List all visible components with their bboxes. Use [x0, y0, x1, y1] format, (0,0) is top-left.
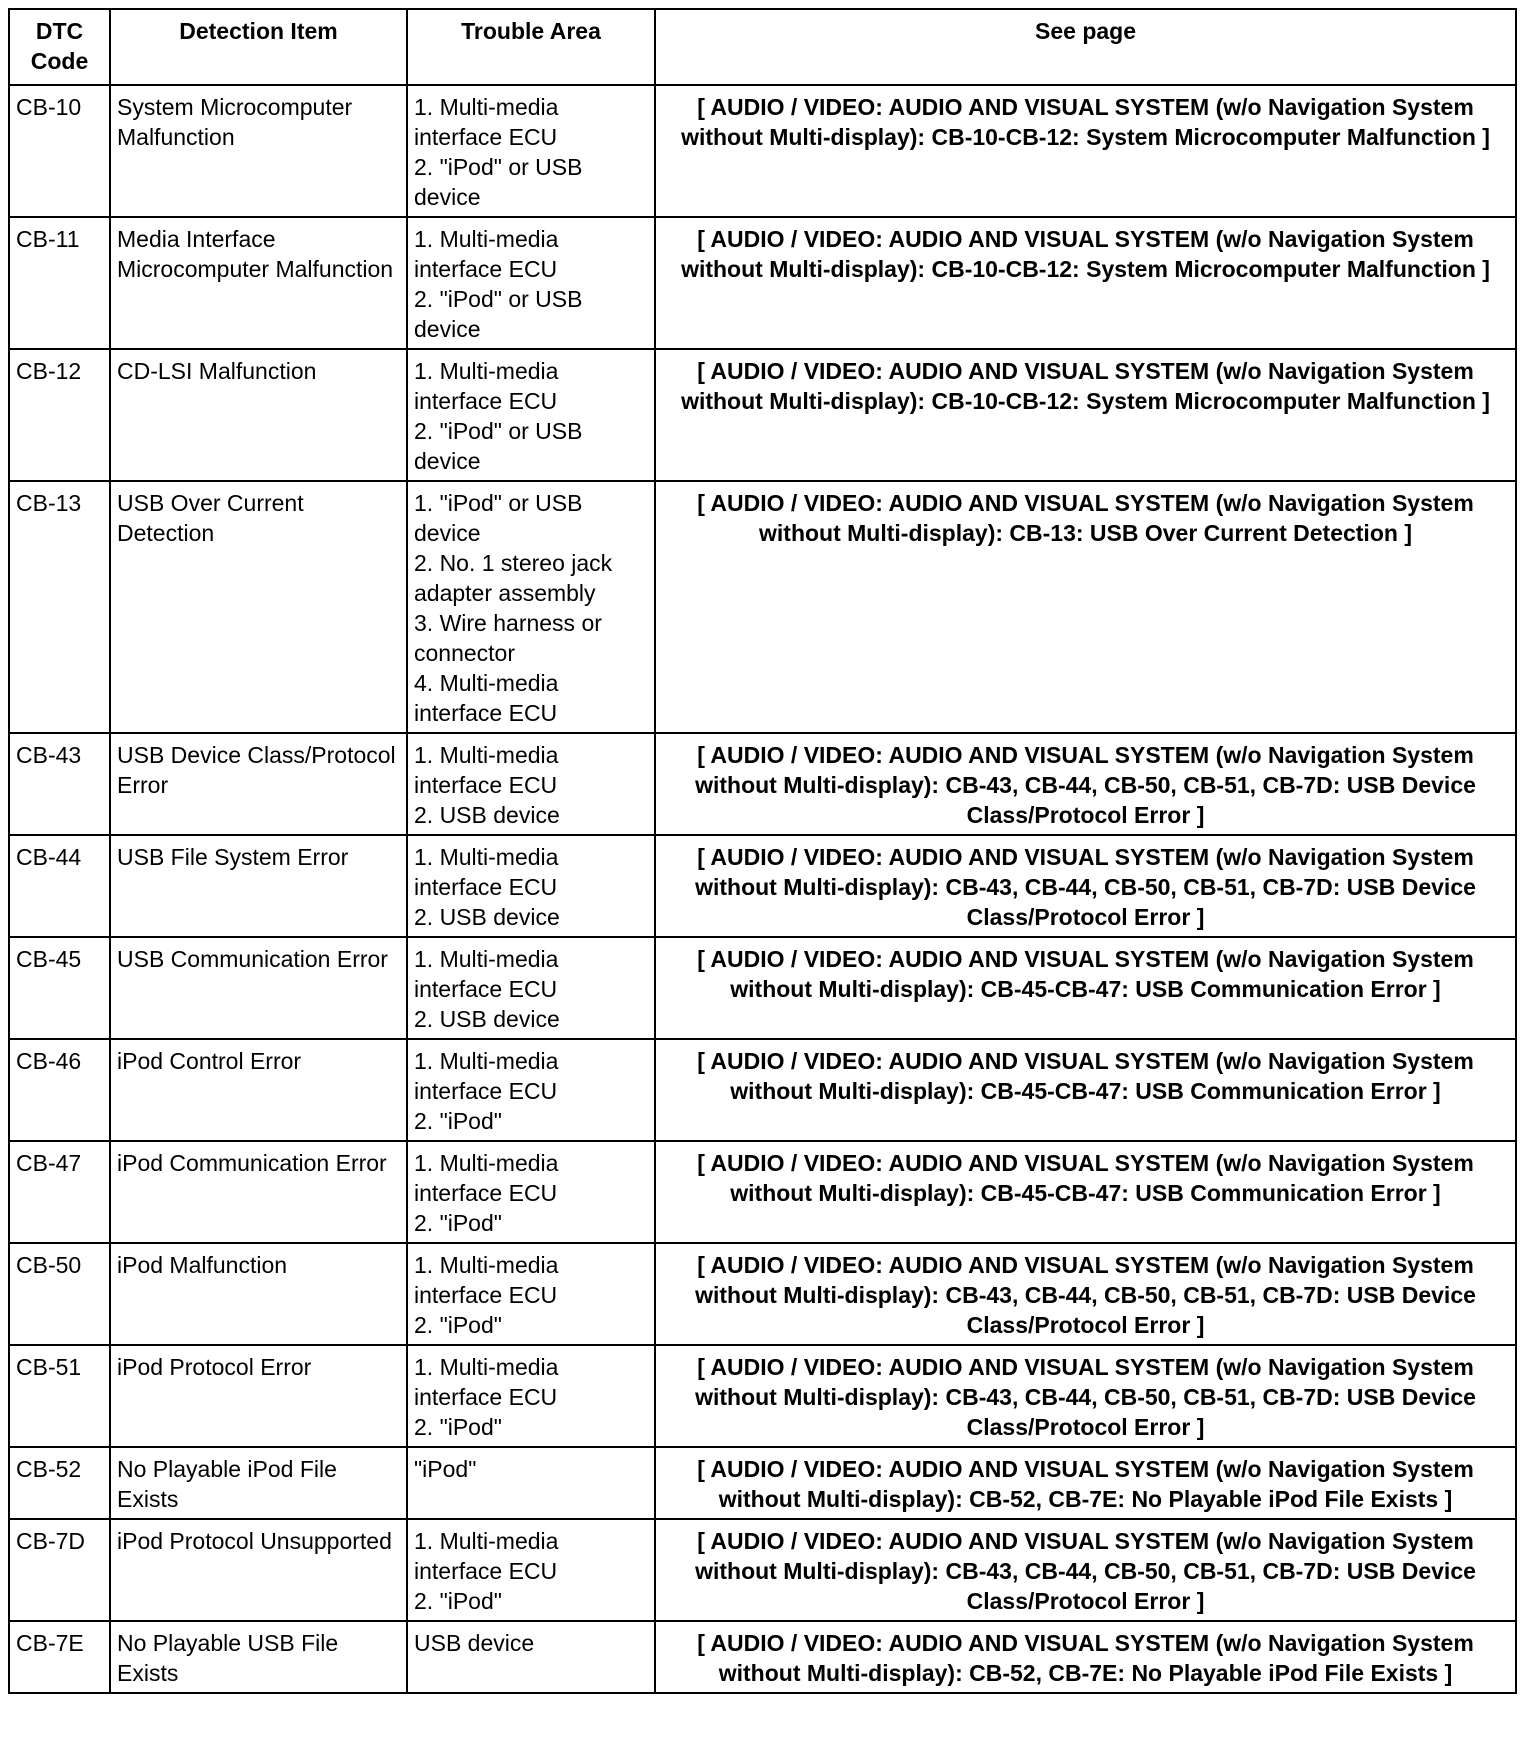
table-row	[9, 1345, 1516, 1447]
cell-dtc-code: CB-7E	[9, 1621, 110, 1693]
cell-dtc-code: CB-47	[9, 1141, 110, 1243]
table-row	[9, 1519, 1516, 1621]
cell-dtc-code: CB-10	[9, 85, 110, 217]
cell-trouble-area: 1. Multi-media interface ECU 2. USB device	[407, 835, 655, 937]
cell-see-page-link[interactable]: [ AUDIO / VIDEO: AUDIO AND VISUAL SYSTEM (w/o Navigation System without Multi-display): CB-45-CB-47: USB Communication Error ]	[655, 1039, 1516, 1141]
cell-see-page-link[interactable]: [ AUDIO / VIDEO: AUDIO AND VISUAL SYSTEM (w/o Navigation System without Multi-display): CB-45-CB-47: USB Communication Error ]	[655, 937, 1516, 1039]
cell-see-page-link[interactable]: [ AUDIO / VIDEO: AUDIO AND VISUAL SYSTEM (w/o Navigation System without Multi-display): CB-43, CB-44, CB-50, CB-51, CB-7D: USB Device Class/Protocol Error ]	[655, 1345, 1516, 1447]
cell-see-page-link[interactable]: [ AUDIO / VIDEO: AUDIO AND VISUAL SYSTEM (w/o Navigation System without Multi-display): CB-43, CB-44, CB-50, CB-51, CB-7D: USB Device Class/Protocol Error ]	[655, 733, 1516, 835]
cell-trouble-area: 1. "iPod" or USB device 2. No. 1 stereo jack adapter assembly 3. Wire harness or connector 4. Multi-media interface ECU	[407, 481, 655, 733]
table-body	[9, 85, 1516, 1693]
cell-trouble-area: 1. Multi-media interface ECU 2. "iPod"	[407, 1039, 655, 1141]
cell-trouble-area: 1. Multi-media interface ECU 2. "iPod" or USB device	[407, 85, 655, 217]
cell-see-page-link[interactable]: [ AUDIO / VIDEO: AUDIO AND VISUAL SYSTEM (w/o Navigation System without Multi-display): CB-43, CB-44, CB-50, CB-51, CB-7D: USB Device Class/Protocol Error ]	[655, 1243, 1516, 1345]
cell-trouble-area: 1. Multi-media interface ECU 2. USB device	[407, 733, 655, 835]
cell-trouble-area: 1. Multi-media interface ECU 2. "iPod"	[407, 1345, 655, 1447]
cell-detection-item: iPod Control Error	[110, 1039, 407, 1141]
cell-dtc-code: CB-52	[9, 1447, 110, 1519]
cell-see-page-link[interactable]: [ AUDIO / VIDEO: AUDIO AND VISUAL SYSTEM (w/o Navigation System without Multi-display): CB-45-CB-47: USB Communication Error ]	[655, 1141, 1516, 1243]
cell-detection-item: CD-LSI Malfunction	[110, 349, 407, 481]
cell-detection-item: USB Communication Error	[110, 937, 407, 1039]
cell-trouble-area: "iPod"	[407, 1447, 655, 1519]
header-see-page: See page	[655, 9, 1516, 85]
cell-trouble-area: 1. Multi-media interface ECU 2. "iPod" or USB device	[407, 217, 655, 349]
cell-detection-item: USB File System Error	[110, 835, 407, 937]
cell-dtc-code: CB-44	[9, 835, 110, 937]
cell-dtc-code: CB-43	[9, 733, 110, 835]
table-row	[9, 733, 1516, 835]
cell-trouble-area: 1. Multi-media interface ECU 2. "iPod"	[407, 1141, 655, 1243]
header-dtc-code: DTC Code	[9, 9, 110, 85]
cell-detection-item: No Playable iPod File Exists	[110, 1447, 407, 1519]
cell-dtc-code: CB-51	[9, 1345, 110, 1447]
cell-see-page-link[interactable]: [ AUDIO / VIDEO: AUDIO AND VISUAL SYSTEM (w/o Navigation System without Multi-display): CB-13: USB Over Current Detection ]	[655, 481, 1516, 733]
cell-dtc-code: CB-50	[9, 1243, 110, 1345]
cell-detection-item: Media Interface Microcomputer Malfunction	[110, 217, 407, 349]
cell-dtc-code: CB-12	[9, 349, 110, 481]
cell-dtc-code: CB-7D	[9, 1519, 110, 1621]
cell-trouble-area: 1. Multi-media interface ECU 2. USB device	[407, 937, 655, 1039]
cell-detection-item: USB Device Class/Protocol Error	[110, 733, 407, 835]
cell-see-page-link[interactable]: [ AUDIO / VIDEO: AUDIO AND VISUAL SYSTEM (w/o Navigation System without Multi-display): CB-43, CB-44, CB-50, CB-51, CB-7D: USB Device Class/Protocol Error ]	[655, 835, 1516, 937]
table-row	[9, 481, 1516, 733]
cell-detection-item: iPod Communication Error	[110, 1141, 407, 1243]
table-row	[9, 1141, 1516, 1243]
table-row	[9, 937, 1516, 1039]
table-row	[9, 217, 1516, 349]
cell-detection-item: iPod Protocol Error	[110, 1345, 407, 1447]
cell-detection-item: System Microcomputer Malfunction	[110, 85, 407, 217]
table-row	[9, 349, 1516, 481]
cell-dtc-code: CB-46	[9, 1039, 110, 1141]
cell-detection-item: USB Over Current Detection	[110, 481, 407, 733]
cell-see-page-link[interactable]: [ AUDIO / VIDEO: AUDIO AND VISUAL SYSTEM (w/o Navigation System without Multi-display): CB-52, CB-7E: No Playable iPod File Exists ]	[655, 1447, 1516, 1519]
table-row	[9, 1039, 1516, 1141]
table-row	[9, 1243, 1516, 1345]
cell-detection-item: iPod Malfunction	[110, 1243, 407, 1345]
cell-dtc-code: CB-11	[9, 217, 110, 349]
cell-see-page-link[interactable]: [ AUDIO / VIDEO: AUDIO AND VISUAL SYSTEM (w/o Navigation System without Multi-display): CB-10-CB-12: System Microcomputer Malfunction ]	[655, 85, 1516, 217]
table-header-row	[9, 9, 1516, 85]
cell-dtc-code: CB-13	[9, 481, 110, 733]
cell-trouble-area: 1. Multi-media interface ECU 2. "iPod" or USB device	[407, 349, 655, 481]
header-trouble-area: Trouble Area	[407, 9, 655, 85]
dtc-table	[8, 8, 1517, 1694]
table-row	[9, 1447, 1516, 1519]
cell-see-page-link[interactable]: [ AUDIO / VIDEO: AUDIO AND VISUAL SYSTEM (w/o Navigation System without Multi-display): CB-10-CB-12: System Microcomputer Malfunction ]	[655, 217, 1516, 349]
cell-see-page-link[interactable]: [ AUDIO / VIDEO: AUDIO AND VISUAL SYSTEM (w/o Navigation System without Multi-display): CB-43, CB-44, CB-50, CB-51, CB-7D: USB Device Class/Protocol Error ]	[655, 1519, 1516, 1621]
cell-see-page-link[interactable]: [ AUDIO / VIDEO: AUDIO AND VISUAL SYSTEM (w/o Navigation System without Multi-display): CB-10-CB-12: System Microcomputer Malfunction ]	[655, 349, 1516, 481]
cell-trouble-area: 1. Multi-media interface ECU 2. "iPod"	[407, 1519, 655, 1621]
cell-dtc-code: CB-45	[9, 937, 110, 1039]
cell-detection-item: No Playable USB File Exists	[110, 1621, 407, 1693]
table-row	[9, 1621, 1516, 1693]
cell-detection-item: iPod Protocol Unsupported	[110, 1519, 407, 1621]
header-detection-item: Detection Item	[110, 9, 407, 85]
cell-see-page-link[interactable]: [ AUDIO / VIDEO: AUDIO AND VISUAL SYSTEM (w/o Navigation System without Multi-display): CB-52, CB-7E: No Playable iPod File Exists ]	[655, 1621, 1516, 1693]
table-row	[9, 835, 1516, 937]
table-row	[9, 85, 1516, 217]
cell-trouble-area: 1. Multi-media interface ECU 2. "iPod"	[407, 1243, 655, 1345]
cell-trouble-area: USB device	[407, 1621, 655, 1693]
